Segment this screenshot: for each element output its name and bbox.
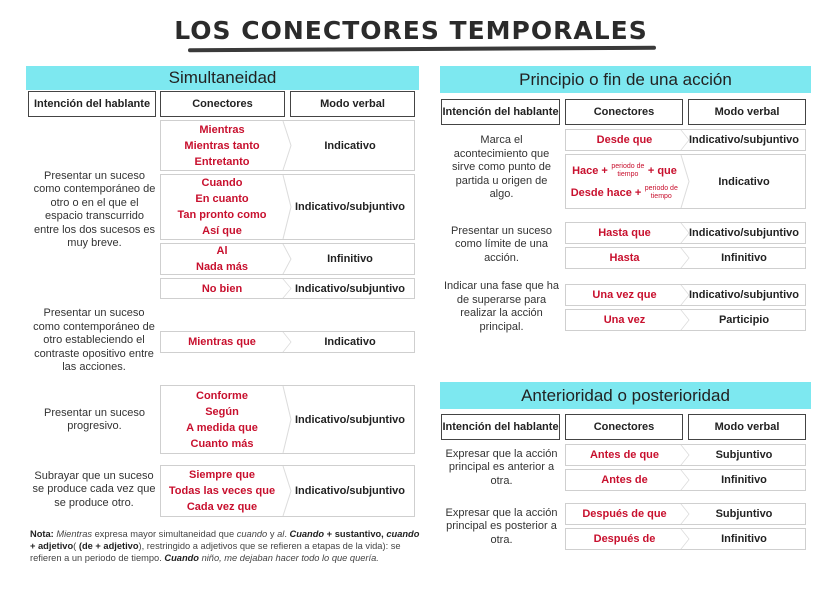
connector: No bien [201, 282, 243, 295]
connector: Una vez que [592, 289, 657, 301]
header-connectors: Conectores [565, 414, 683, 440]
banner-simultaneidad: Simultaneidad [26, 66, 419, 90]
verb-mode: Subjuntivo [715, 508, 773, 520]
verb-mode: Subjuntivo [715, 449, 773, 461]
connector: Cada vez que [186, 501, 258, 513]
connector: Antes de [601, 474, 648, 486]
header-intent: Intención del hablante [28, 91, 156, 117]
intent-simult-3: Presentar un suceso progresivo. [44, 406, 145, 432]
intent-principio-3: Indicar una fase que ha de superarse para realizar la acción principal. [444, 280, 559, 333]
connector: Hasta que [598, 227, 651, 239]
connector: Una vez [603, 314, 646, 326]
connector-row [565, 309, 806, 331]
connector: Siempre que [188, 469, 256, 481]
connector-row [160, 385, 415, 454]
connector-row [565, 129, 806, 151]
intent-principio-2: Presentar un suceso como límite de una acción. [451, 224, 552, 264]
desde-hace-formula: Desde hace + periodo de tiempo [570, 184, 678, 200]
verb-mode: Indicativo [324, 139, 376, 152]
connector: Cuanto más [190, 437, 254, 450]
verb-mode: Indicativo/subjuntivo [294, 282, 405, 295]
connector-row [160, 278, 415, 299]
connector-row [160, 465, 415, 517]
connector: Según [205, 405, 239, 418]
banner-anterioridad: Anterioridad o posterioridad [440, 382, 811, 409]
verb-mode: Indicativo/subjuntivo [294, 413, 405, 426]
verb-mode: Indicativo/subjuntivo [294, 485, 405, 497]
connector-row [565, 284, 806, 306]
note: Nota: Mientras expresa mayor simultaneidad que cuando y al. Cuando + sustantivo, cuando + adjetivo( (de + adjetivo), restringido a adjetivos que se refieren a etapas de la vida): se refieren a un periodo de tiempo. Cuando niño, me dejaban hacer todo lo que quería. [30, 529, 420, 563]
connector-row [160, 243, 415, 275]
connector: Tan pronto como [177, 209, 267, 221]
connector-row [565, 503, 806, 525]
verb-mode: Infinitivo [327, 253, 373, 265]
intent-anterioridad-1: Expresar que la acción principal es anterior a otra. [445, 447, 558, 487]
connector: Todas las veces que [168, 485, 276, 497]
connector: Desde que [596, 134, 653, 146]
verb-mode: Indicativo [324, 336, 376, 348]
intent-simult-1: Presentar un suceso como contemporáneo de otro o en el que el espacio transcurrido entre los dos sucesos es muy breve. [33, 169, 156, 249]
header-intent: Intención del hablante [441, 99, 560, 125]
connector-row [160, 331, 415, 353]
connector: Al [216, 245, 228, 257]
intent-principio-1: Marca el acontecimiento que sirve como punto de partida u origen de algo. [451, 134, 552, 201]
verb-mode: Infinitivo [721, 474, 767, 486]
connector-row [565, 528, 806, 550]
connector-row [565, 154, 806, 209]
connector: Cuando [201, 177, 243, 189]
connector: Nada más [196, 261, 248, 273]
banner-principio: Principio o fin de una acción [440, 66, 811, 93]
verb-mode: Indicativo/subjuntivo [688, 289, 799, 301]
connector: Mientras tanto [184, 139, 260, 152]
verb-mode: Indicativo/subjuntivo [688, 227, 799, 239]
connector-row [160, 120, 415, 171]
connector-row [565, 469, 806, 491]
connector: Después de que [582, 508, 667, 520]
connector: Después de [593, 533, 656, 545]
connector-row [565, 222, 806, 244]
intent-simult-2: Presentar un suceso como contemporáneo de otro estableciendo el contraste opositivo entre las acciones. [33, 307, 155, 374]
connector: Así que [202, 225, 242, 237]
connector-row [565, 247, 806, 269]
verb-mode: Infinitivo [721, 533, 767, 545]
connector: Mientras [199, 123, 245, 136]
page-title: LOS CONECTORES TEMPORALES [174, 16, 648, 45]
header-mode: Modo verbal [688, 414, 806, 440]
intent-simult-4: Subrayar que un suceso se produce cada vez que se produce otro. [32, 469, 156, 509]
intent-anterioridad-2: Expresar que la acción principal es posterior a otra. [445, 506, 558, 546]
verb-mode: Indicativo/subjuntivo [688, 134, 799, 146]
connector: A medida que [186, 421, 258, 434]
title-underline [188, 46, 656, 52]
verb-mode: Infinitivo [721, 252, 767, 264]
header-mode: Modo verbal [688, 99, 806, 125]
header-mode: Modo verbal [290, 91, 415, 117]
header-connectors: Conectores [565, 99, 683, 125]
hace-formula: Hace + periodo de tiempo + que [572, 162, 677, 178]
connector: En cuanto [195, 193, 249, 205]
connector: Mientras que [188, 336, 256, 348]
connector: Hasta [609, 252, 640, 264]
connector: Antes de que [589, 449, 660, 461]
header-intent: Intención del hablante [441, 414, 560, 440]
verb-mode: Participio [718, 314, 770, 326]
verb-mode: Indicativo/subjuntivo [294, 201, 405, 213]
connector-row [565, 444, 806, 466]
verb-mode: Indicativo [718, 175, 770, 188]
connector: Entretanto [194, 155, 250, 168]
connector-row [160, 174, 415, 240]
header-connectors: Conectores [160, 91, 285, 117]
connector: Conforme [196, 389, 248, 402]
